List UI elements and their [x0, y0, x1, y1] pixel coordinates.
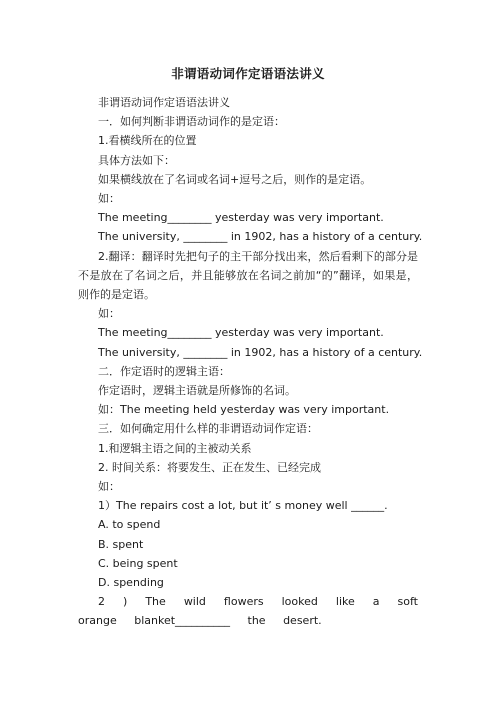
page-title: 非谓语动词作定语语法讲义: [171, 66, 325, 81]
answer-option: A. to spend: [98, 518, 161, 532]
question: 2 ) The wild flowers looked like a soft orange blanket__________ the desert.: [78, 595, 418, 628]
example-sentence: The meeting________ yesterday was very important.: [98, 211, 384, 225]
section-heading: 三．如何确定用什么样的非谓语动词作定语：: [98, 422, 318, 436]
document-body: [78, 93, 423, 631]
paragraph: 如果横线放在了名词或名词+逗号之后，则作的是定语。: [98, 172, 372, 186]
answer-option: D. spending: [98, 576, 164, 590]
paragraph: 非谓语动词作定语语法讲义: [98, 96, 230, 109]
section-heading: 一．如何判断非谓语动词作的是定语：: [98, 115, 285, 129]
answer-option: C. being spent: [98, 556, 178, 570]
paragraph: 如：: [98, 307, 120, 321]
section-heading: 二．作定语时的逻辑主语：: [98, 364, 230, 378]
paragraph: 如：: [98, 480, 120, 494]
paragraph: 具体方法如下：: [98, 153, 175, 167]
answer-option: B. spent: [98, 537, 144, 551]
paragraph: 2.翻译：翻译时先把句子的主干部分找出来，然后看剩下的部分是不是放在了名词之后，并且能够放在名词之前加“的”翻译，如果是，则作的是定语。: [78, 249, 418, 302]
example-sentence: The university, ________ in 1902, has a history of a century.: [98, 230, 423, 244]
paragraph: 作定语时，逻辑主语就是所修饰的名词。: [98, 384, 296, 398]
example-sentence: The meeting________ yesterday was very important.: [98, 326, 384, 340]
example-sentence: 如：The meeting held yesterday was very important.: [98, 403, 390, 417]
question: 1）The repairs cost a lot, but it’ s money well ______.: [98, 499, 388, 513]
example-sentence: The university, ________ in 1902, has a history of a century.: [98, 345, 423, 359]
paragraph: 如：: [98, 192, 120, 206]
paragraph: 2. 时间关系：将要发生、正在发生、已经完成: [98, 460, 321, 474]
paragraph: 1.看横线所在的位置: [98, 134, 197, 148]
paragraph: 1.和逻辑主语之间的主被动关系: [98, 441, 252, 455]
